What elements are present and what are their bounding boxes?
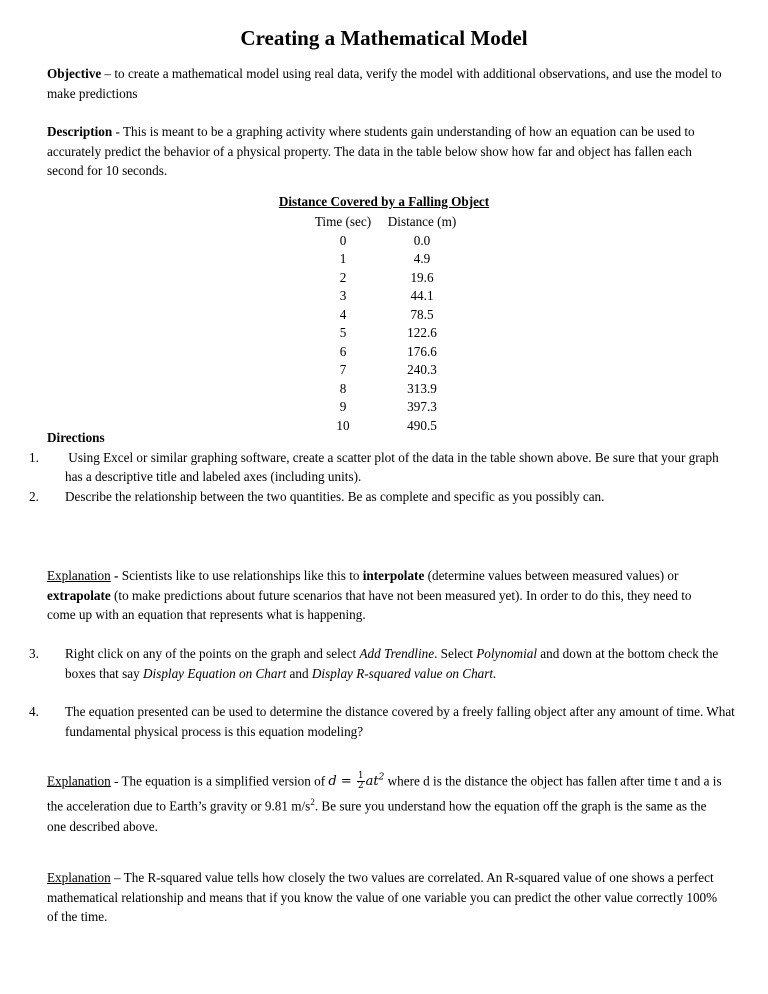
time-cell: 5 — [339, 325, 347, 341]
time-cell: 2 — [339, 269, 347, 285]
description-label: Description — [47, 124, 113, 139]
item-text: and — [286, 665, 312, 681]
time-cell: 8 — [339, 380, 347, 396]
item-text: Using Excel or similar graphing software, create a scatter plot of the data in the table shown above. Be sure that your graph has a descriptive title and labeled axes (including units). — [65, 449, 719, 484]
item-text: Right click on any of the points on the graph and select — [65, 646, 360, 661]
time-cell: 7 — [339, 362, 347, 378]
explanation-label: Explanation — [47, 568, 111, 583]
explanation-text: (to make predictions about future scenarios that have not been measured yet). In order to do this, they need to come up with an equation that represents what is happening. — [47, 587, 692, 622]
distance-cell: 313.9 — [407, 380, 437, 396]
page-title: Creating a Mathematical Model — [240, 26, 528, 50]
item-text: and down at the bottom check the boxes that say — [65, 646, 719, 681]
table-row — [308, 287, 466, 306]
data-table — [308, 213, 466, 435]
time-cell: 10 — [336, 417, 350, 433]
table-header-row — [308, 213, 466, 232]
item-number: 2. — [29, 488, 39, 504]
direction-item-2 — [29, 487, 723, 507]
column-header-distance: Distance (m) — [387, 214, 457, 230]
fraction-denominator: 2 — [357, 781, 364, 792]
time-cell: 3 — [339, 288, 347, 304]
explanation-text: . Be sure you understand how the equation off the graph is the same as the one described above. — [47, 798, 707, 834]
explanation-text: Scientists like to use relationships like this to — [121, 568, 363, 583]
table-row — [308, 232, 466, 251]
time-cell: 4 — [339, 306, 347, 322]
equation-rhs: at — [365, 774, 379, 790]
objective-paragraph — [47, 64, 723, 103]
table-row — [308, 250, 466, 269]
table-title: Distance Covered by a Falling Object — [278, 194, 490, 209]
fraction-numerator: 1 — [357, 771, 364, 782]
distance-cell: 44.1 — [410, 288, 434, 304]
time-cell: 6 — [339, 343, 347, 359]
table-row — [308, 343, 466, 362]
explanation-text: where d is the distance the object has fallen after time t and a is the acceleration due to Earth’s gravity or 9.81 m/s — [47, 773, 722, 814]
explanation-text: – The R-squared value tells how closely the two values are correlated. An R-squared value of one shows a perfect mathematical relationship and means that if you know the value of one variable you can predict the other value correctly 100% of the time. — [47, 870, 718, 924]
equation — [328, 771, 385, 792]
time-cell: 9 — [339, 399, 347, 415]
distance-cell: 19.6 — [410, 269, 434, 285]
polynomial-text: Polynomial — [476, 646, 537, 661]
description-text: - This is meant to be a graphing activity where students gain understanding of how an equation can be used to accurately predict the behavior of a physical property. The data in the table below show how far and object has fallen each second for 10 seconds. — [47, 124, 695, 178]
item-number: 4. — [29, 704, 39, 719]
direction-item-4 — [29, 702, 741, 741]
fraction-one-half — [357, 772, 365, 791]
explanation-label: Explanation — [47, 870, 111, 885]
keyword-interpolate: interpolate — [362, 568, 425, 583]
direction-item-3 — [29, 644, 741, 683]
explanation-dash: - — [110, 568, 122, 583]
distance-cell: 176.6 — [407, 343, 437, 359]
item-number: 3. — [29, 646, 39, 661]
explanation-paragraph-3 — [47, 868, 723, 927]
keyword-extrapolate: extrapolate — [47, 587, 111, 603]
time-cell: 1 — [339, 251, 347, 267]
equation-exponent: 2 — [378, 773, 385, 783]
distance-cell: 4.9 — [413, 251, 431, 267]
table-row — [308, 269, 466, 288]
directions-heading: Directions — [47, 430, 105, 445]
explanation-paragraph-2 — [47, 768, 723, 837]
explanation-text: - The equation is a simplified version of — [110, 773, 329, 789]
display-equation-text: Display Equation on Chart — [143, 665, 287, 681]
distance-cell: 122.6 — [407, 325, 437, 341]
equation-lhs: d = — [328, 774, 356, 790]
add-trendline-text: Add Trendline — [359, 646, 435, 661]
table-row — [308, 361, 466, 380]
explanation-paragraph-1 — [47, 566, 723, 625]
explanation-text: (determine values between measured values) or — [424, 568, 679, 583]
distance-cell: 490.5 — [407, 417, 437, 433]
item-text: The equation presented can be used to determine the distance covered by a freely falling object after any amount of time. What fundamental physical process is this equation modeling? — [65, 704, 735, 739]
table-row — [308, 398, 466, 417]
direction-item-1 — [29, 448, 723, 487]
distance-cell: 0.0 — [413, 232, 431, 248]
table-row — [308, 324, 466, 343]
description-paragraph — [47, 122, 723, 181]
display-r-squared-text: Display R-squared value on Chart. — [311, 665, 497, 681]
item-text: Describe the relationship between the two quantities. Be as complete and specific as you possibly can. — [65, 488, 605, 504]
distance-cell: 240.3 — [407, 362, 437, 378]
table-row — [308, 380, 466, 399]
objective-label: Objective — [47, 66, 102, 81]
directions-section — [29, 428, 723, 506]
table-row — [308, 306, 466, 325]
item-text: . Select — [434, 646, 477, 661]
objective-text: – to create a mathematical model using real data, verify the model with additional observations, and use the model to make predictions — [47, 66, 722, 101]
explanation-label: Explanation — [47, 773, 111, 789]
column-header-time: Time (sec) — [314, 214, 372, 230]
unit-exponent: 2 — [310, 797, 315, 808]
distance-cell: 397.3 — [407, 399, 437, 415]
distance-cell: 78.5 — [410, 306, 434, 322]
time-cell: 0 — [339, 232, 347, 248]
item-number: 1. — [29, 449, 39, 465]
